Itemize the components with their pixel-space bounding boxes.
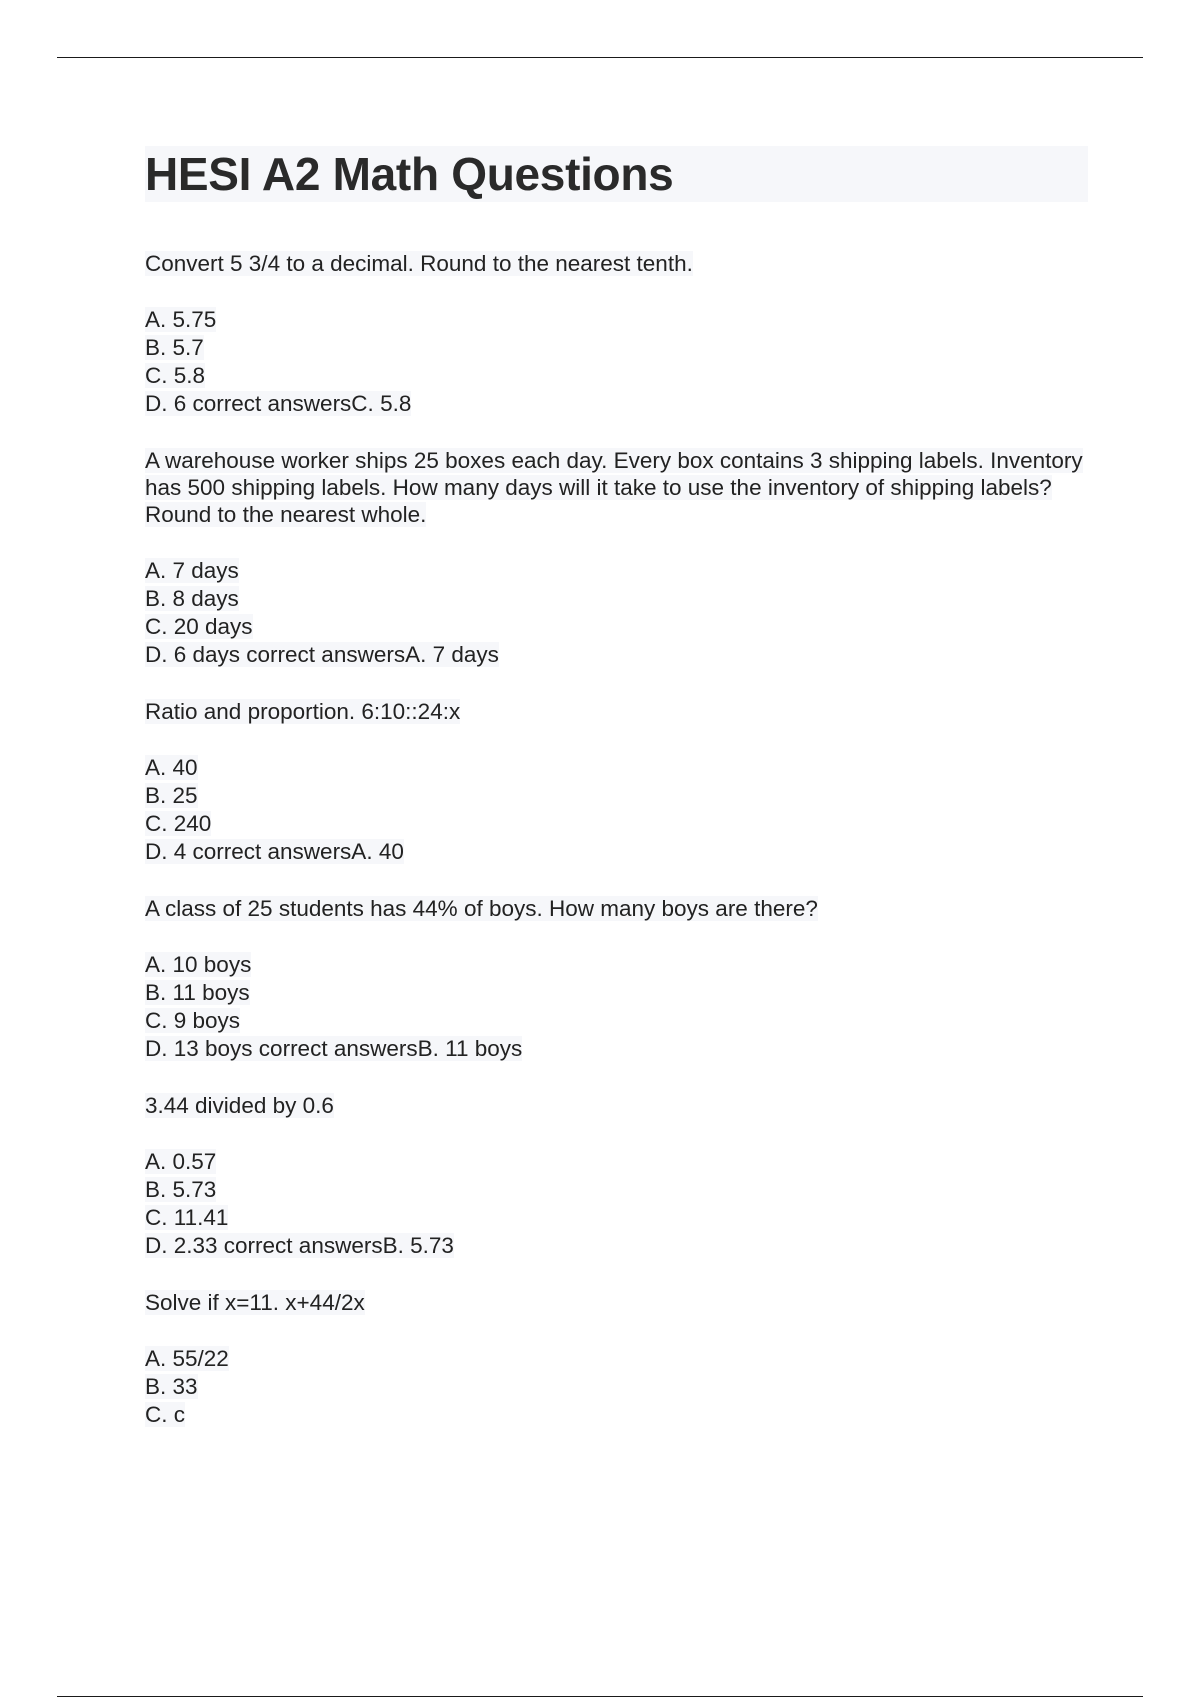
answer-option xyxy=(145,1007,1085,1035)
answer-option xyxy=(145,585,1085,613)
document-body xyxy=(145,146,1085,1458)
question-prompt xyxy=(145,447,1085,528)
answer-options xyxy=(145,557,1085,669)
answer-options xyxy=(145,306,1085,418)
top-rule xyxy=(57,57,1143,58)
answer-option xyxy=(145,1373,1085,1401)
answer-option xyxy=(145,390,1085,418)
answer-option-text: D. 13 boys correct answersB. 11 boys xyxy=(145,1036,523,1061)
answer-option xyxy=(145,613,1085,641)
question-prompt xyxy=(145,895,1085,922)
answer-option-text: C. 240 xyxy=(145,811,212,836)
question-prompt-text: 3.44 divided by 0.6 xyxy=(145,1093,334,1118)
answer-option-text: D. 6 correct answersC. 5.8 xyxy=(145,391,412,416)
question-prompt xyxy=(145,1289,1085,1316)
document-title: HESI A2 Math Questions xyxy=(145,148,674,200)
answer-option-text: A. 40 xyxy=(145,755,198,780)
answer-option-text: D. 6 days correct answersA. 7 days xyxy=(145,642,499,667)
question-prompt xyxy=(145,698,1085,725)
answer-option xyxy=(145,754,1085,782)
answer-options xyxy=(145,754,1085,866)
answer-option-text: B. 8 days xyxy=(145,586,239,611)
answer-option xyxy=(145,782,1085,810)
answer-option-text: C. c xyxy=(145,1402,186,1427)
question-block xyxy=(145,250,1085,418)
answer-option-text: D. 2.33 correct answersB. 5.73 xyxy=(145,1233,454,1258)
answer-option xyxy=(145,1035,1085,1063)
answer-option xyxy=(145,641,1085,669)
answer-option-text: A. 0.57 xyxy=(145,1149,217,1174)
answer-option xyxy=(145,838,1085,866)
answer-option-text: A. 10 boys xyxy=(145,952,252,977)
answer-option xyxy=(145,1148,1085,1176)
title-block xyxy=(145,146,1088,202)
answer-option xyxy=(145,1204,1085,1232)
question-block xyxy=(145,447,1085,669)
answer-option-text: B. 33 xyxy=(145,1374,198,1399)
answer-options xyxy=(145,1345,1085,1429)
answer-option xyxy=(145,1176,1085,1204)
question-list xyxy=(145,250,1085,1429)
answer-option-text: A. 7 days xyxy=(145,558,239,583)
answer-option-text: C. 9 boys xyxy=(145,1008,241,1033)
bottom-rule xyxy=(57,1696,1143,1697)
answer-option-text: B. 5.7 xyxy=(145,335,204,360)
question-prompt-text: Ratio and proportion. 6:10::24:x xyxy=(145,699,461,724)
answer-option-text: A. 55/22 xyxy=(145,1346,229,1371)
answer-option-text: C. 11.41 xyxy=(145,1205,229,1230)
question-prompt xyxy=(145,1092,1085,1119)
answer-option-text: B. 11 boys xyxy=(145,980,250,1005)
question-prompt-text: A class of 25 students has 44% of boys. How many boys are there? xyxy=(145,896,818,921)
answer-option xyxy=(145,1345,1085,1373)
answer-option xyxy=(145,951,1085,979)
question-block xyxy=(145,698,1085,866)
answer-option xyxy=(145,1401,1085,1429)
answer-option xyxy=(145,1232,1085,1260)
answer-option-text: C. 5.8 xyxy=(145,363,206,388)
question-prompt xyxy=(145,250,1085,277)
question-block xyxy=(145,895,1085,1063)
answer-option-text: D. 4 correct answersA. 40 xyxy=(145,839,404,864)
answer-option-text: A. 5.75 xyxy=(145,307,217,332)
question-prompt-text: A warehouse worker ships 25 boxes each day. Every box contains 3 shipping labels. Inventory has 500 shipping labels. How many days will it take to use the inventory of shipping labels? Round to the nearest whole. xyxy=(145,448,1083,527)
answer-option xyxy=(145,979,1085,1007)
answer-options xyxy=(145,951,1085,1063)
answer-option-text: C. 20 days xyxy=(145,614,253,639)
answer-option xyxy=(145,362,1085,390)
question-block xyxy=(145,1289,1085,1429)
question-block xyxy=(145,1092,1085,1260)
answer-option-text: B. 25 xyxy=(145,783,198,808)
answer-option-text: B. 5.73 xyxy=(145,1177,217,1202)
answer-option xyxy=(145,334,1085,362)
question-prompt-text: Convert 5 3/4 to a decimal. Round to the nearest tenth. xyxy=(145,251,693,276)
question-prompt-text: Solve if x=11. x+44/2x xyxy=(145,1290,365,1315)
answer-option xyxy=(145,306,1085,334)
answer-options xyxy=(145,1148,1085,1260)
answer-option xyxy=(145,810,1085,838)
answer-option xyxy=(145,557,1085,585)
